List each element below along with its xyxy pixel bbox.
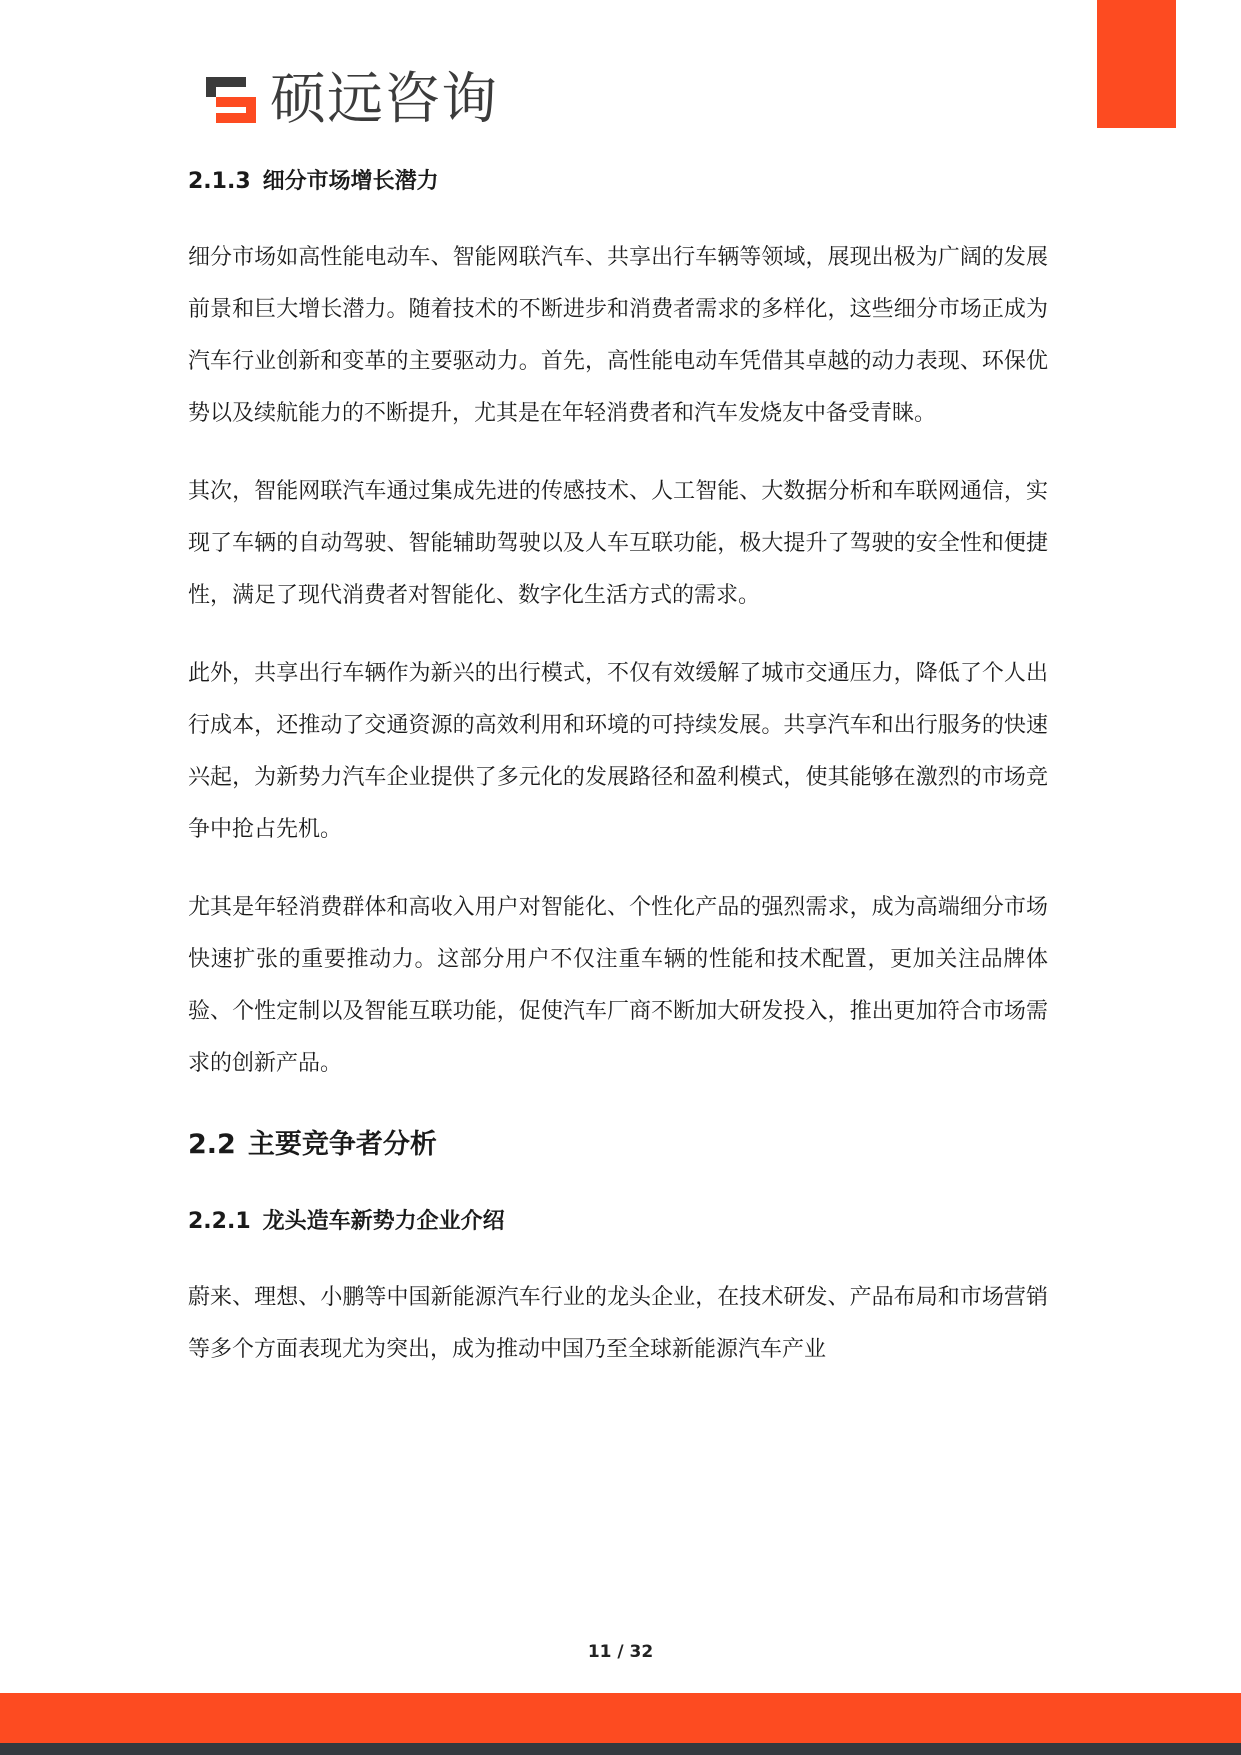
section-number: 2.1.3	[188, 169, 251, 194]
paragraph-1: 细分市场如高性能电动车、智能网联汽车、共享出行车辆等领域，展现出极为广阔的发展前景和巨大增长潜力。随着技术的不断进步和消费者需求的多样化，这些细分市场正成为汽车行业创新和变革的主要驱动力。首先，高性能电动车凭借其卓越的动力表现、环保优势以及续航能力的不断提升，尤其是在年轻消费者和汽车发烧友中备受青睐。	[188, 245, 1048, 426]
section-heading-2-2-1	[188, 1200, 1048, 1244]
stacked-s-logo-icon	[202, 73, 260, 127]
section-title: 细分市场增长潜力	[262, 169, 439, 194]
corner-accent-tab	[1097, 0, 1176, 128]
section-number: 2.2	[188, 1129, 236, 1160]
section-heading-2-2	[188, 1120, 1048, 1170]
section-number: 2.2.1	[188, 1209, 251, 1234]
footer-dark-strip	[0, 1743, 1241, 1755]
paragraph-5: 蔚来、理想、小鹏等中国新能源汽车行业的龙头企业，在技术研发、产品布局和市场营销等多个方面表现尤为突出，成为推动中国乃至全球新能源汽车产业	[188, 1285, 1048, 1362]
paragraph-2: 其次，智能网联汽车通过集成先进的传感技术、人工智能、大数据分析和车联网通信，实现了车辆的自动驾驶、智能辅助驾驶以及人车互联功能，极大提升了驾驶的安全性和便捷性，满足了现代消费者对智能化、数字化生活方式的需求。	[188, 479, 1048, 608]
page-number: 11 / 32	[587, 1642, 654, 1662]
brand-name: 硕远咨询	[270, 67, 498, 132]
page-content	[188, 160, 1048, 1376]
section-title: 主要竞争者分析	[247, 1129, 437, 1160]
paragraph-4: 尤其是年轻消费群体和高收入用户对智能化、个性化产品的强烈需求，成为高端细分市场快速扩张的重要推动力。这部分用户不仅注重车辆的性能和技术配置，更加关注品牌体验、个性定制以及智能互联功能，促使汽车厂商不断加大研发投入，推出更加符合市场需求的创新产品。	[188, 895, 1048, 1076]
section-heading-2-1-3	[188, 160, 1048, 204]
paragraph-3: 此外，共享出行车辆作为新兴的出行模式，不仅有效缓解了城市交通压力，降低了个人出行成本，还推动了交通资源的高效利用和环境的可持续发展。共享汽车和出行服务的快速兴起，为新势力汽车企业提供了多元化的发展路径和盈利模式，使其能够在激烈的市场竞争中抢占先机。	[188, 661, 1048, 842]
footer-accent-bar	[0, 1693, 1241, 1743]
brand-logo	[202, 67, 498, 132]
section-title: 龙头造车新势力企业介绍	[262, 1209, 505, 1234]
